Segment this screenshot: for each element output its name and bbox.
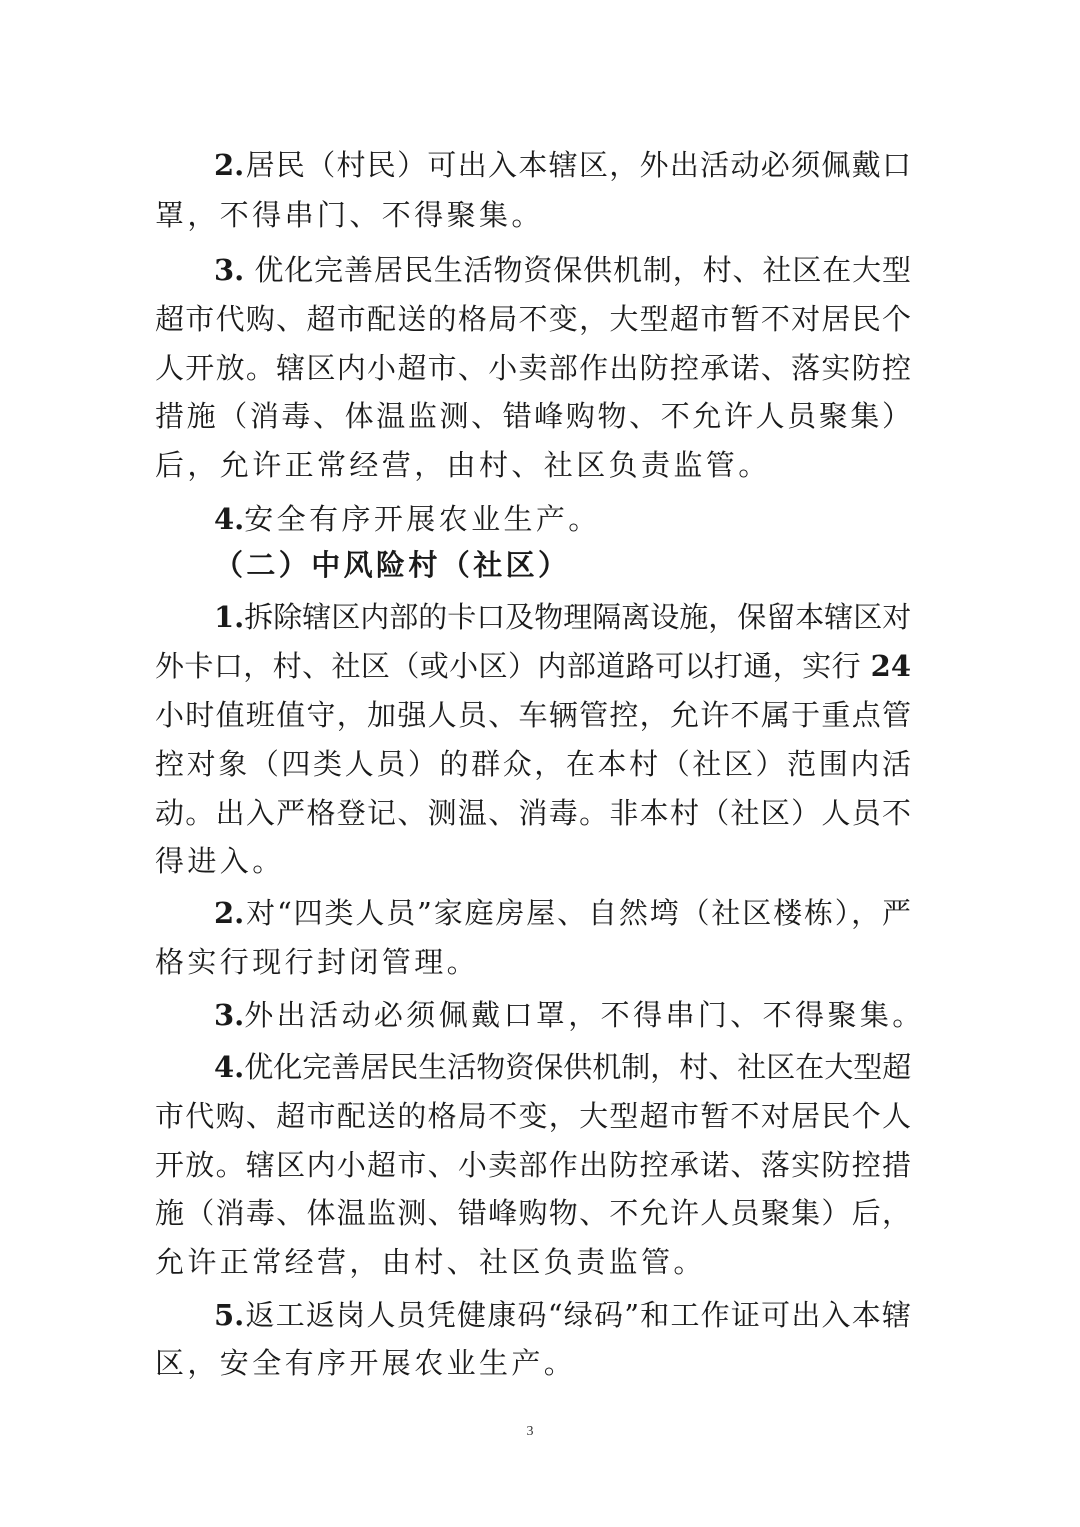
paragraph-line [155, 1140, 911, 1190]
line-text: 返工返岗人员凭健康码“绿码”和工作证可出入本辖 [244, 1298, 911, 1332]
paragraph-line [155, 440, 771, 490]
line-text: 控对象（四类人员）的群众，在本村（社区）范围内活 [155, 747, 911, 781]
line-text: 开放。辖区内小超市、小卖部作出防控承诺、落实防控措 [155, 1148, 911, 1182]
paragraph-line [214, 990, 925, 1040]
paragraph-line [155, 1188, 911, 1238]
paragraph-line [214, 888, 911, 938]
line-text: 允许正常经营，由村、社区负责监管。 [155, 1245, 706, 1279]
paragraph-line [214, 140, 911, 190]
paragraph-line [155, 641, 911, 691]
line-text: 施（消毒、体温监测、错峰购物、不允许人员聚集）后， [155, 1196, 911, 1230]
line-text: 市代购、超市配送的格局不变，大型超市暂不对居民个人 [155, 1099, 911, 1133]
line-text: 后，允许正常经营，由村、社区负责监管。 [155, 448, 771, 482]
paragraph-line [155, 343, 911, 393]
heading-text: （二）中风险村（社区） [214, 548, 571, 582]
line-text: 人开放。辖区内小超市、小卖部作出防控承诺、落实防控 [155, 351, 911, 385]
line-text: 优化完善居民生活物资保供机制，村、社区在大型 [244, 253, 911, 287]
line-text: 格实行现行封闭管理。 [155, 945, 480, 979]
line-text: 罩，不得串门、不得聚集。 [155, 198, 544, 232]
section-heading [214, 540, 570, 590]
paragraph-line [155, 937, 479, 987]
line-text: 超市代购、超市配送的格局不变，大型超市暂不对居民个 [155, 302, 911, 336]
line-text: 得进入。 [155, 844, 285, 878]
item-number: 1. [214, 600, 245, 634]
item-number: 4. [214, 502, 245, 536]
paragraph-line [155, 294, 911, 344]
line-text: 区，安全有序开展农业生产。 [155, 1346, 577, 1380]
line-text: 优化完善居民生活物资保供机制，村、社区在大型超 [244, 1050, 912, 1084]
paragraph-line [155, 1237, 706, 1287]
paragraph-line [214, 494, 601, 544]
line-text: 小时值班值守，加强人员、车辆管控，允许不属于重点管 [155, 698, 911, 732]
paragraph-line [155, 391, 911, 441]
line-text: 措施（消毒、体温监测、错峰购物、不允许人员聚集） [155, 399, 911, 433]
line-text: 外出活动必须佩戴口罩，不得串门、不得聚集。 [244, 998, 925, 1032]
line-text: 对“四类人员”家庭房屋、自然塆（社区楼栋），严 [244, 896, 911, 930]
item-number: 2. [214, 148, 245, 182]
line-text: 安全有序开展农业生产。 [244, 502, 601, 536]
line-text: 拆除辖区内部的卡口及物理隔离设施，保留本辖区对 [244, 600, 912, 634]
paragraph-line [214, 1042, 911, 1092]
paragraph-line [155, 690, 911, 740]
paragraph-line [155, 190, 544, 240]
item-number: 24 [870, 649, 911, 683]
paragraph-line [214, 592, 911, 642]
paragraph-line [214, 1290, 911, 1340]
item-number: 5. [214, 1298, 245, 1332]
paragraph-line [155, 739, 911, 789]
line-text: 外卡口，村、社区（或小区）内部道路可以打通，实行 [155, 649, 861, 683]
paragraph-line [155, 836, 285, 886]
paragraph-line [155, 788, 911, 838]
item-number: 3. [214, 998, 245, 1032]
paragraph-line [214, 245, 911, 295]
item-number: 2. [214, 896, 245, 930]
paragraph-line [155, 1091, 911, 1141]
line-text: 居民（村民）可出入本辖区，外出活动必须佩戴口 [244, 148, 911, 182]
line-text: 动。出入严格登记、测温、消毒。非本村（社区）人员不 [155, 796, 911, 830]
paragraph-line [155, 1338, 576, 1388]
page-number: 3 [526, 1424, 534, 1439]
item-number: 3. [214, 253, 245, 287]
item-number: 4. [214, 1050, 245, 1084]
